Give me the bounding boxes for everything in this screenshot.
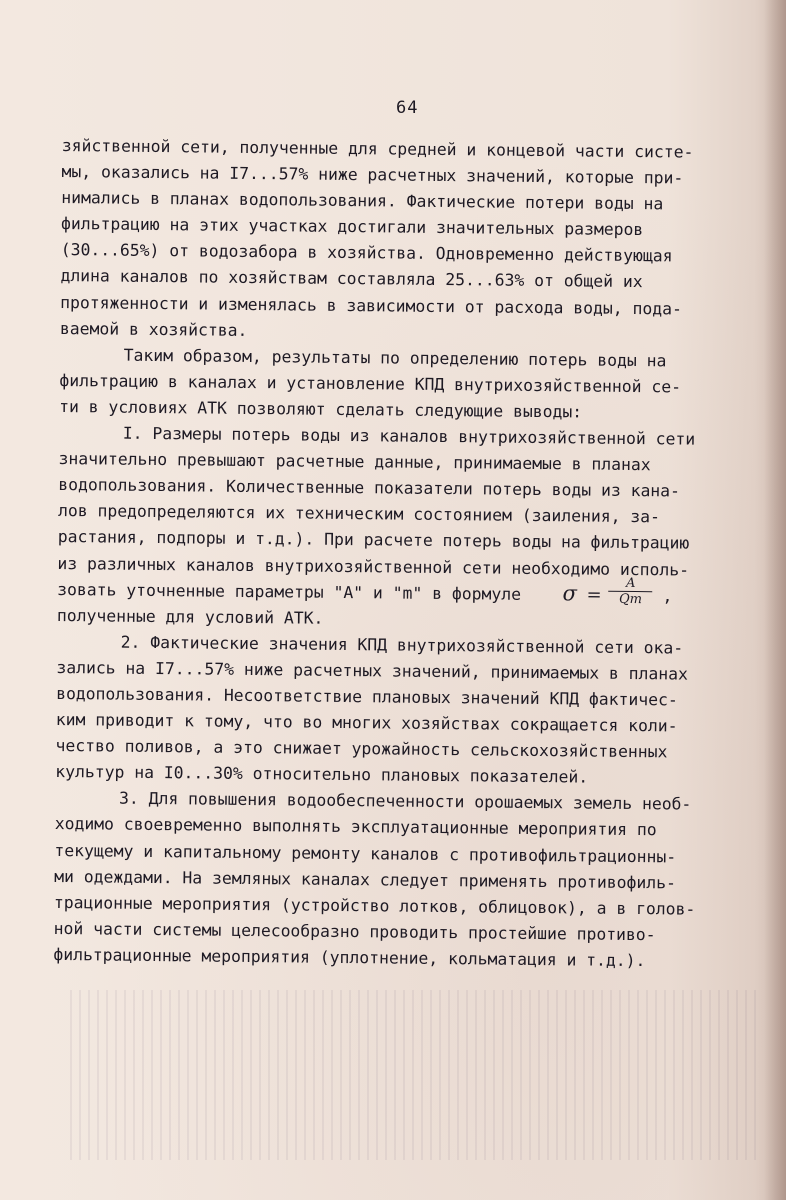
page-edge-shadow — [764, 0, 786, 1200]
text-line: ваемой в хозяйства. — [59, 318, 248, 340]
text-line: растания, подпоры и т.д.). При расчете потерь воды на фильтрацию — [57, 527, 690, 553]
text-line: ти в условиях АТК позволяют сделать следующие выводы: — [59, 396, 583, 422]
text-line: ми одеждами. На земляных каналах следует применять противофиль- — [54, 866, 676, 893]
page-number: 64 — [396, 98, 419, 118]
formula-numerator: A — [625, 575, 636, 591]
filtration-formula — [550, 575, 680, 609]
text-line: лов предопределяются их техническим состоянием (заиления, за- — [57, 501, 661, 527]
text-line: протяженности и изменялась в зависимости от расхода воды, пода- — [60, 292, 682, 319]
formula-fraction — [608, 576, 652, 605]
formula-lhs: σ — [562, 580, 578, 606]
text-line: значительно превышают расчетные данные, принимаемые в планах — [58, 449, 651, 475]
conclusion-1-start: I. Размеры потерь воды из каналов внутрихозяйственной сети — [122, 423, 696, 449]
formula-equals: = — [586, 584, 602, 606]
text-line: трационные мероприятия (устройство лотков, облицовок), а в голов- — [53, 892, 696, 919]
formula-denominator: Qm — [618, 591, 643, 607]
conclusion-2-start: 2. Фактические значения КПД внутрихозяйственной сети ока- — [120, 632, 684, 658]
text-line: водопользования. Несоответствие плановых значений КПД фактичес- — [56, 683, 678, 710]
text-line: ной части системы целесообразно проводить простейшие противо- — [53, 918, 656, 945]
text-line: (30...65%) от водозабора в хозяйства. Одновременно действующая — [60, 240, 673, 266]
text-line: ходимо своевременно выполнять эксплуатационные мероприятия по — [54, 814, 657, 840]
text-line: фильтрацию в каналах и установление КПД внутрихозяйственной се- — [59, 370, 682, 397]
bleed-through-texture — [70, 990, 760, 1160]
text-line: культур на I0...30% относительно плановых показателей. — [55, 762, 589, 787]
text-line: чество поливов, а это снижает урожайность сельскохозяйственных — [55, 736, 668, 762]
conclusion-3-start: 3. Для повышения водообеспеченности орошаемых земель необ- — [118, 788, 692, 814]
text-line: из различных каналов внутрихозяйственной сети необходимо исполь- — [57, 553, 690, 580]
body-text — [53, 133, 762, 975]
formula-lead-text: зовать уточненные параметры "А" и "m" в формуле — [57, 579, 522, 604]
text-line: зяйственной сети, полученные для средней и концевой части систе- — [61, 135, 694, 162]
text-line: длина каналов по хозяйствам составляла 25...63% от общей их — [60, 266, 643, 292]
text-line: фильтрацию на этих участках достигали значительных размеров — [60, 214, 644, 240]
text-line: фильтрационные мероприятия (уплотнение, кольматация и т.д.). — [53, 944, 646, 971]
text-line: водопользования. Количественные показатели потерь воды из кана- — [58, 475, 681, 501]
text-line: мы, оказались на I7...57% ниже расчетных значений, которые при- — [61, 162, 684, 188]
text-line: нимались в планах водопользования. Фактические потери воды на — [61, 188, 664, 214]
text-line: ким приводит к тому, что во многих хозяйствах сокращается коли- — [55, 710, 678, 736]
formula-comma: , — [662, 585, 673, 606]
text-line: зались на I7...57% ниже расчетных значений, принимаемых в планах — [56, 657, 689, 684]
text-line: текущему и капитальному ремонту каналов с противофильтрационны- — [54, 840, 677, 867]
text-line: полученные для условий АТК. — [56, 605, 324, 628]
paragraph-start-line: Таким образом, результаты по определению потерь воды на — [123, 345, 667, 371]
